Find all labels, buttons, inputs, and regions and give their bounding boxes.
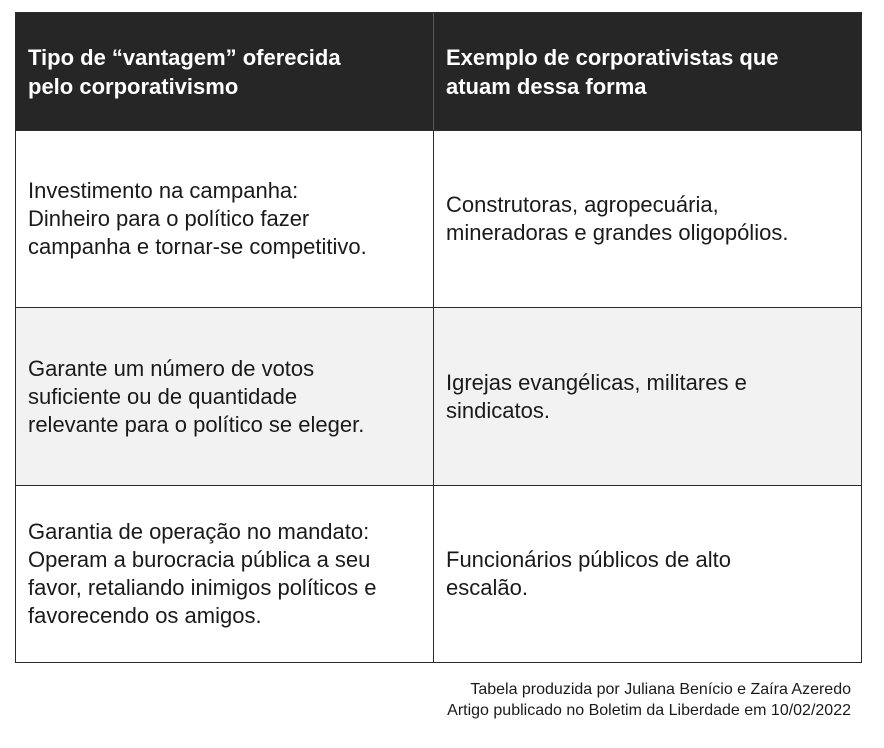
examples-text: Igrejas evangélicas, militares e sindicatos. xyxy=(446,369,747,423)
examples-text: Funcionários públicos de alto escalão. xyxy=(446,547,731,600)
advantage-cell xyxy=(16,308,434,485)
table-row xyxy=(16,307,861,485)
caption-publication: Artigo publicado no Boletim da Liberdade em 10/02/2022 xyxy=(447,702,851,719)
table-row xyxy=(16,130,861,307)
examples-cell xyxy=(434,486,861,662)
advantage-text: Investimento na campanha: Dinheiro para o político fazer campanha e tornar-se competitivo. xyxy=(28,178,367,259)
examples-cell xyxy=(434,131,861,307)
header-advantage-type xyxy=(16,13,434,130)
table-caption xyxy=(447,679,851,721)
corporatism-table xyxy=(15,12,862,663)
advantage-cell xyxy=(16,486,434,662)
caption-authors: Tabela produzida por Juliana Benício e Zaíra Azeredo xyxy=(470,681,851,698)
examples-cell xyxy=(434,308,861,485)
table-header-row xyxy=(16,13,861,130)
advantage-text: Garantia de operação no mandato: Operam a burocracia pública a seu favor, retaliando inimigos políticos e favorecendo os amigos. xyxy=(28,519,377,628)
advantage-text: Garante um número de votos suficiente ou de quantidade relevante para o político se eleger. xyxy=(28,355,365,437)
table-row xyxy=(16,485,861,662)
advantage-cell xyxy=(16,131,434,307)
header-examples-label: Exemplo de corporativistas que atuam dessa forma xyxy=(446,44,779,99)
header-advantage-type-label: Tipo de “vantagem” oferecida pelo corporativismo xyxy=(28,44,341,99)
examples-text: Construtoras, agropecuária, mineradoras e grandes oligopólios. xyxy=(446,192,789,245)
header-examples xyxy=(434,13,861,130)
